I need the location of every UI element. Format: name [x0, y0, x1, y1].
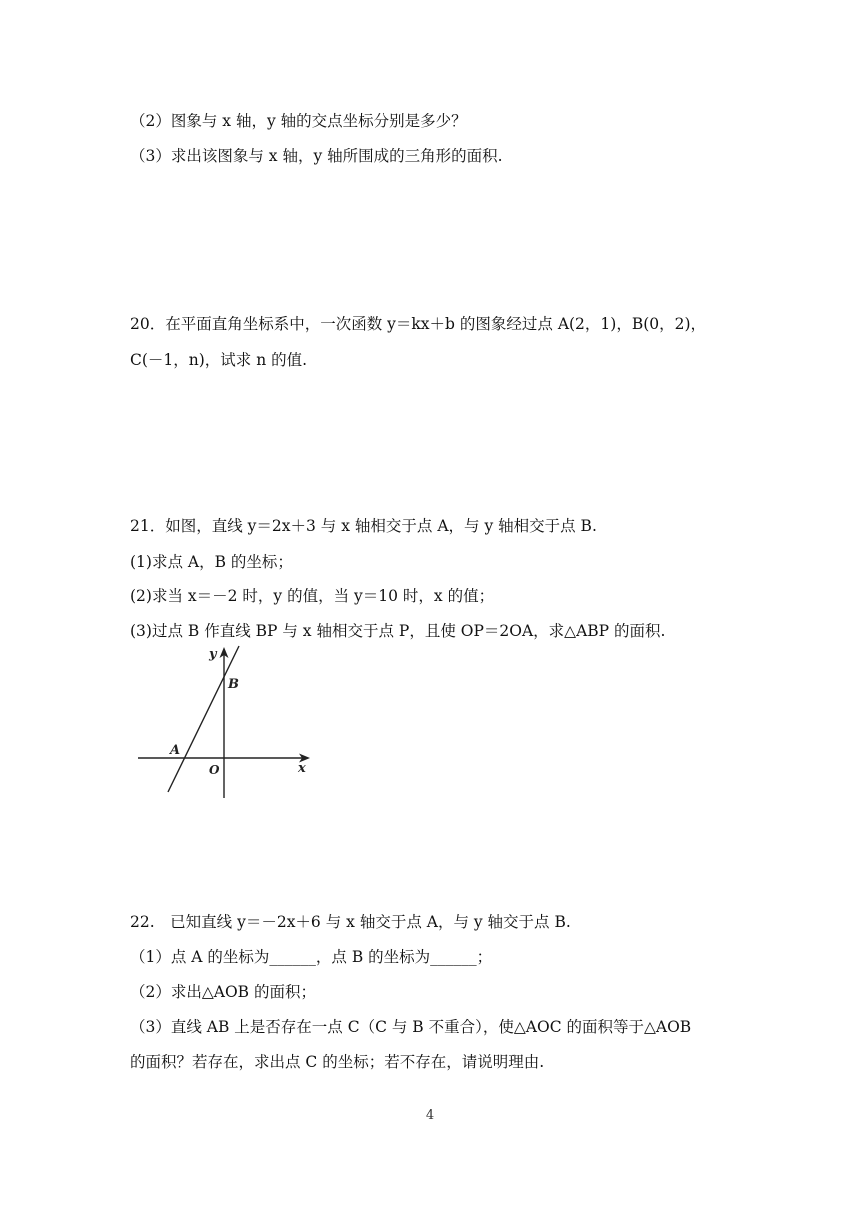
- origin-label: O: [209, 763, 220, 777]
- q19-part3: （3）求出该图象与 x 轴，y 轴所围成的三角形的面积.: [130, 147, 503, 165]
- q22-stem: 22. 已知直线 y＝－2x＋6 与 x 轴交于点 A，与 y 轴交于点 B.: [130, 913, 571, 931]
- point-b-label: B: [228, 677, 239, 692]
- q20-line1: 20．在平面直角坐标系中，一次函数 y＝kx＋b 的图象经过点 A(2，1)，B(0，2)，: [130, 315, 707, 333]
- page-number: 4: [425, 1108, 435, 1123]
- graph-line: [168, 646, 239, 792]
- q21-figure: [134, 642, 314, 802]
- q21-part1: (1)求点 A，B 的坐标；: [130, 553, 293, 571]
- q21-stem: 21．如图，直线 y＝2x＋3 与 x 轴相交于点 A，与 y 轴相交于点 B.: [130, 517, 597, 535]
- q22-part1: （1）点 A 的坐标为______，点 B 的坐标为______；: [130, 948, 493, 966]
- q22-part3-line1: （3）直线 AB 上是否存在一点 C（C 与 B 不重合），使△AOC 的面积等于△AOB: [130, 1018, 692, 1036]
- q22-part3-line2: 的面积？若存在，求出点 C 的坐标；若不存在，请说明理由.: [130, 1053, 545, 1071]
- q22-part2: （2）求出△AOB 的面积；: [130, 983, 317, 1001]
- q21-part2: (2)求当 x＝－2 时，y 的值，当 y＝10 时，x 的值；: [130, 587, 495, 605]
- y-axis-label: y: [209, 647, 217, 662]
- q20-line2: C(－1，n)，试求 n 的值.: [130, 351, 308, 369]
- x-axis-label: x: [298, 761, 306, 776]
- q21-part3: (3)过点 B 作直线 BP 与 x 轴相交于点 P，且使 OP＝2OA，求△ABP 的面积.: [130, 622, 666, 640]
- q19-part2: （2）图象与 x 轴，y 轴的交点坐标分别是多少？: [130, 112, 467, 130]
- point-a-label: A: [170, 743, 181, 758]
